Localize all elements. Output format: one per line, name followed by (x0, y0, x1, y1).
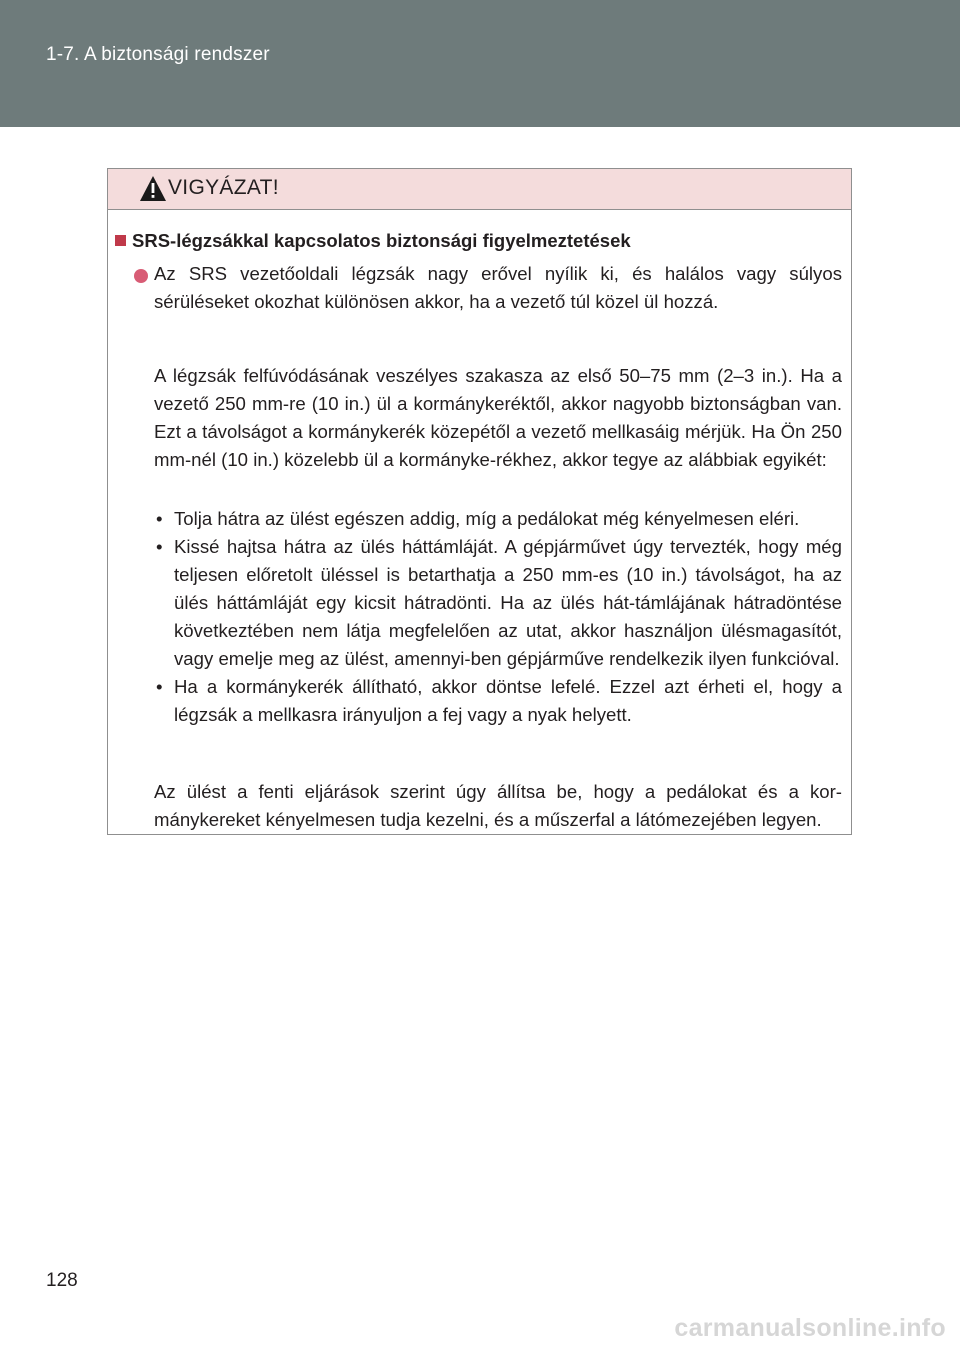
list-bullet: • (156, 508, 163, 529)
list-item (154, 505, 842, 533)
header-band (0, 0, 960, 127)
body-paragraph: A légzsák felfúvódásának veszélyes szakasza az első 50–75 mm (2–3 in.). Ha a vezető 250 mm-re (10 in.) ül a kormánykeréktől, akkor nagyobb biztonságban van. Ezt a távolságot a kormánykerék közepétől a vezető mellkasáig mérjük. Ha Ön 250 mm-nél (10 in.) közelebb ül a kormányke-rékhez, akkor tegye az alábbiak egyikét: (154, 365, 842, 470)
warning-title: VIGYÁZAT! (168, 176, 279, 199)
instruction-list (154, 505, 842, 729)
list-item-text: Ha a kormánykerék állítható, akkor döntse lefelé. Ezzel azt érheti el, hogy a légzsák a mellkasra irányuljon a fej vagy a nyak helyett. (174, 676, 842, 725)
warning-triangle-icon (139, 175, 167, 202)
list-item (154, 533, 842, 673)
closing-paragraph: Az ülést a fenti eljárások szerint úgy állítsa be, hogy a pedálokat és a kor-mánykereket kényelmesen tudja kezelni, és a műszerfal a látómezejében legyen. (154, 781, 842, 830)
list-bullet: • (156, 536, 163, 557)
section-title: 1-7. A biztonsági rendszer (46, 44, 270, 65)
bullet-paragraph: Az SRS vezetőoldali légzsák nagy erővel nyílik ki, és halálos vagy súlyos sérüléseket okozhat különösen akkor, ha a vezető túl közel ül hozzá. (154, 263, 842, 312)
circle-bullet-icon (134, 269, 148, 283)
list-item-text: Tolja hátra az ülést egészen addig, míg a pedálokat még kényelmesen eléri. (174, 508, 800, 529)
page-number: 128 (46, 1270, 78, 1291)
subheading-text: SRS-légzsákkal kapcsolatos biztonsági figyelmeztetések (132, 230, 631, 251)
warning-box (107, 168, 852, 835)
subheading (115, 227, 631, 255)
warning-header (108, 169, 851, 210)
list-item-text: Kissé hajtsa hátra az ülés háttámláját. A gépjárművet úgy tervezték, hogy még teljesen előretolt üléssel is betarthatja a 250 mm-es (10 in.) távolságot, ha az ülés háttámláját egy kicsit hátradönti. Ha az ülés hát-támlájának hátradöntése következtében nem látja megfelelően az utat, akkor használjon ülésmagasítót, vagy emelje meg az ülést, amennyi-ben gépjárműve rendelkezik ilyen funkcióval. (174, 536, 842, 669)
list-bullet: • (156, 676, 163, 697)
watermark: carmanualsonline.info (674, 1314, 946, 1342)
square-bullet-icon (115, 235, 126, 246)
list-item (154, 673, 842, 729)
